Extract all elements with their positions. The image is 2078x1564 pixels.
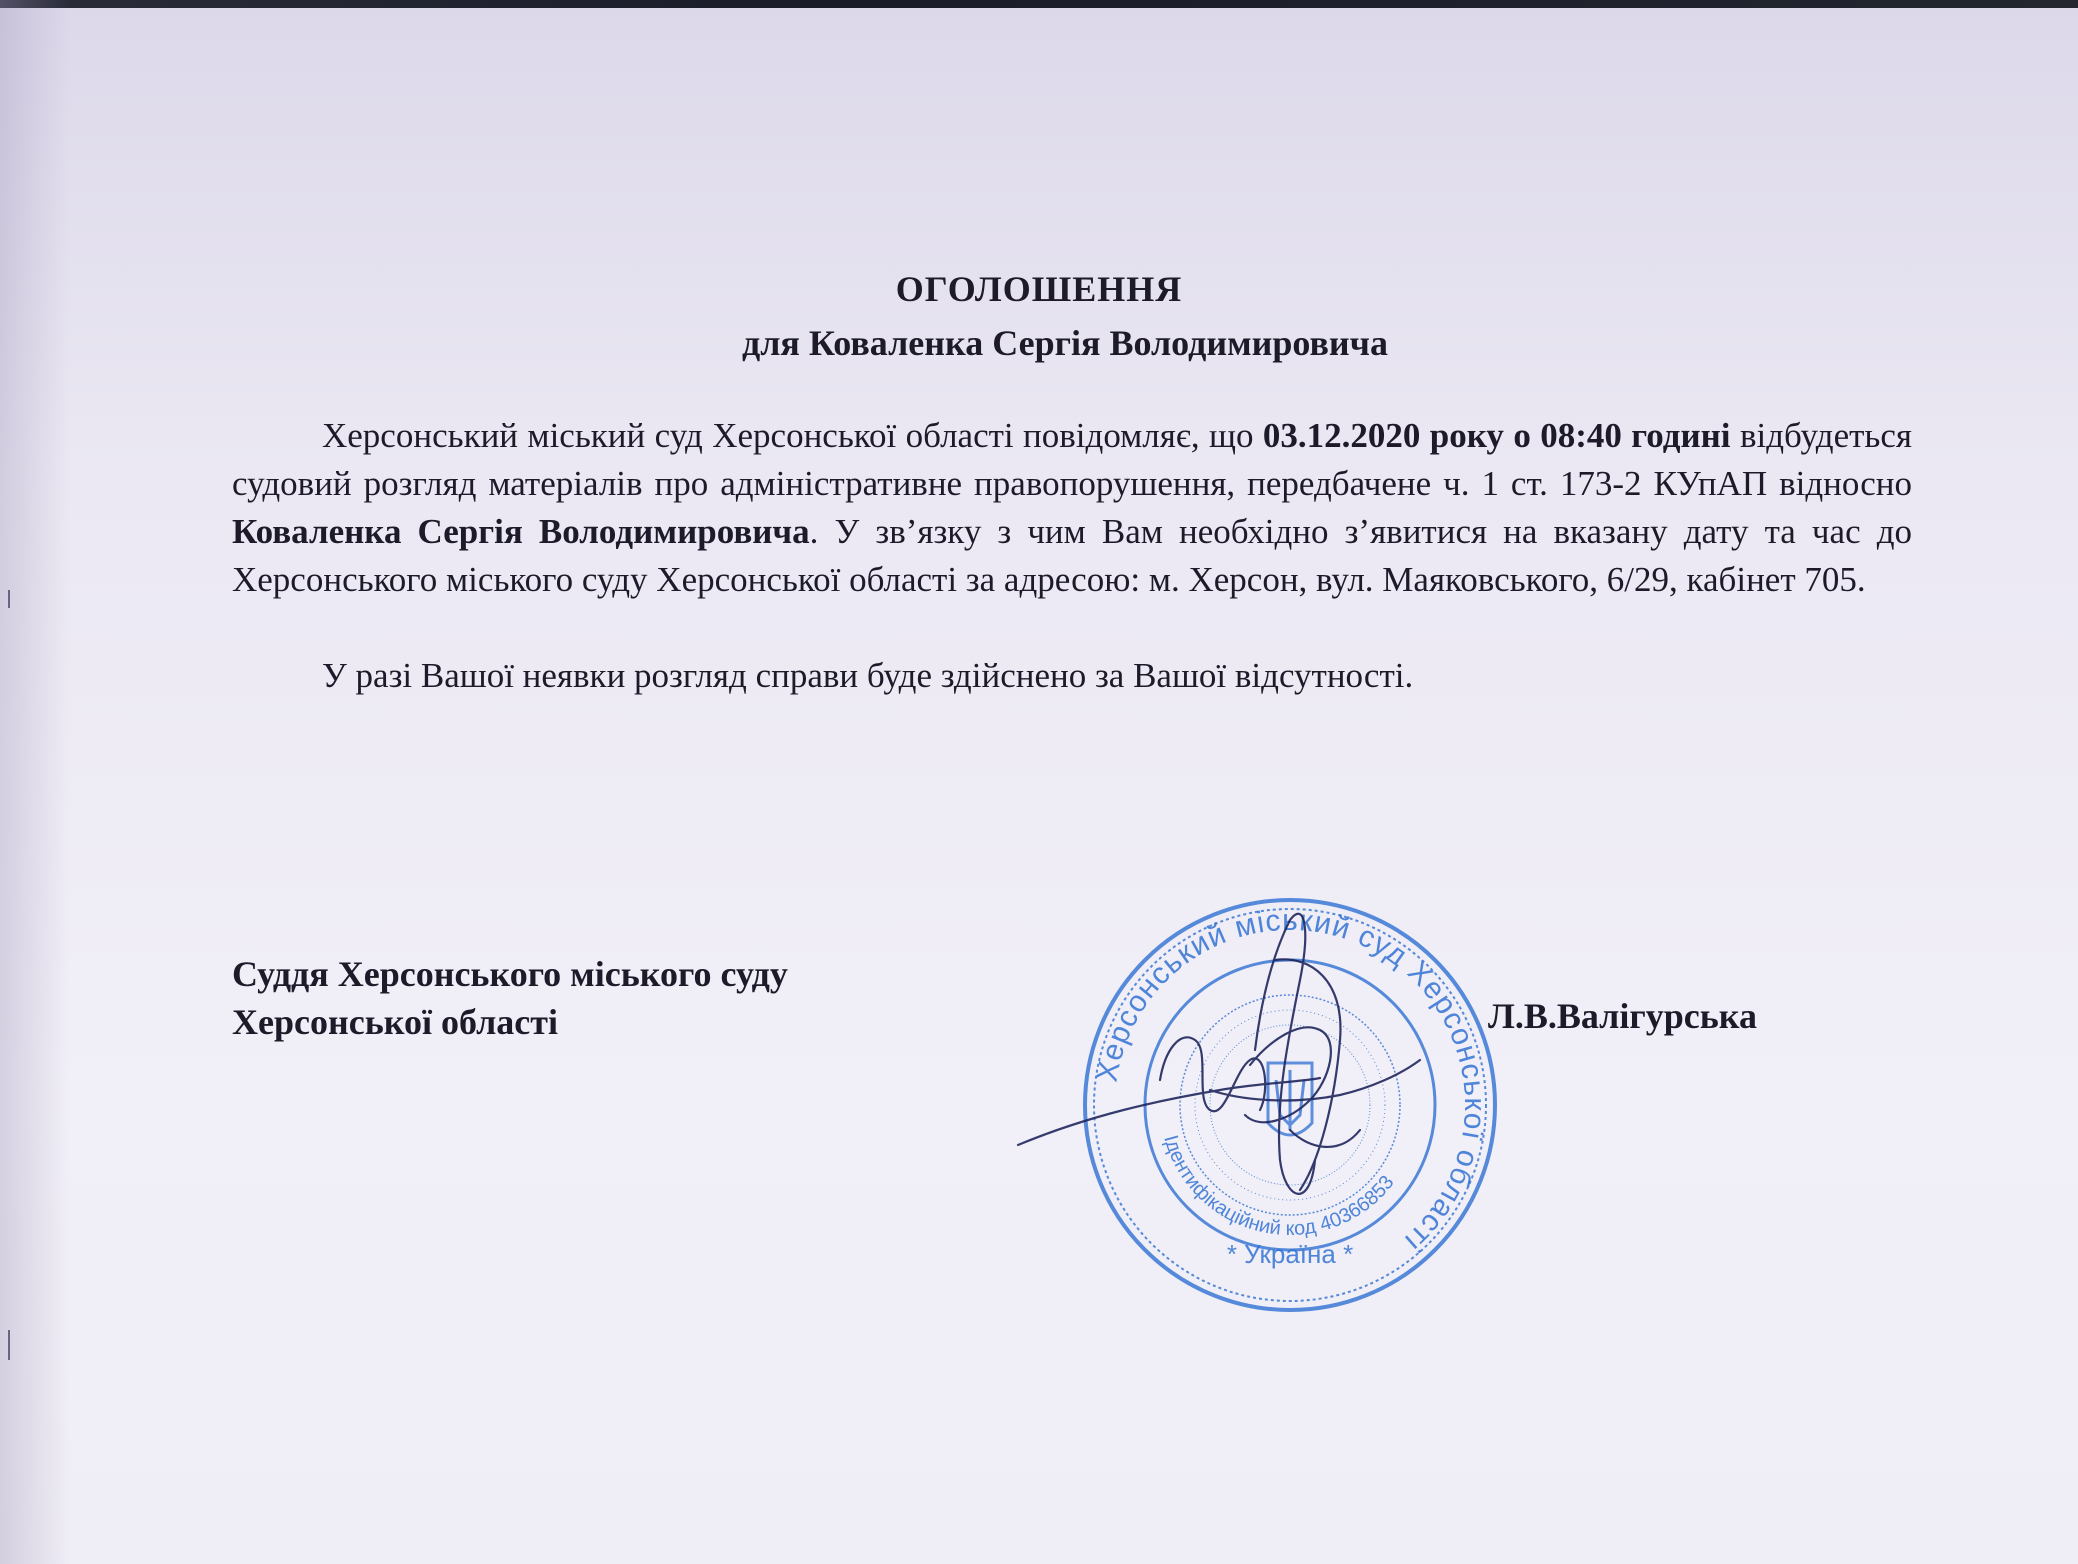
notice-text: відбудеться судовий розгляд матеріалів про адміністративне правопорушення, передбачене ч. 1 ст. 173-2 КУпАП відносно	[232, 416, 1913, 503]
notice-paragraph	[232, 412, 1912, 604]
document-subtitle: для Коваленка Сергія Володимировича	[742, 323, 1388, 363]
defendant-name: Коваленка Сергія Володимировича	[232, 512, 810, 551]
notice-text: Херсонський міський суд Херсонської області повідомляє, що	[322, 416, 1263, 455]
paper-mark	[8, 590, 10, 608]
table-edge	[0, 0, 2078, 8]
judge-title-line1: Суддя Херсонського міського суду	[232, 954, 788, 994]
hearing-datetime: 03.12.2020 року о 08:40 годині	[1262, 416, 1731, 455]
judge-name: Л.В.Валігурська	[1488, 996, 1757, 1036]
judge-title	[232, 950, 788, 1046]
svg-text:Ідентифікаційний код 40366853: Ідентифікаційний код 40366853	[1159, 1132, 1399, 1241]
document-title: ОГОЛОШЕННЯ	[895, 269, 1183, 309]
svg-text:* Україна *: * Україна *	[1226, 1239, 1354, 1269]
judge-title-line2: Херсонської області	[232, 1002, 558, 1042]
judge-signature	[1010, 900, 1450, 1220]
notice-text: . У зв’язку з чим Вам необхідно з’явитися на вказану дату та час до Херсонського міського суду Херсонської області за адресою: м. Херсон, вул. Маяковського, 6/29, кабінет 705.	[232, 512, 1912, 599]
paper-mark	[8, 1330, 10, 1360]
absence-paragraph: У разі Вашої неявки розгляд справи буде здійснено за Вашої відсутності.	[322, 656, 1414, 695]
svg-text:Херсонський міський суд Херсон: Херсонський міський суд Херсонської області	[1090, 903, 1492, 1259]
paper-shadow	[0, 0, 70, 1564]
